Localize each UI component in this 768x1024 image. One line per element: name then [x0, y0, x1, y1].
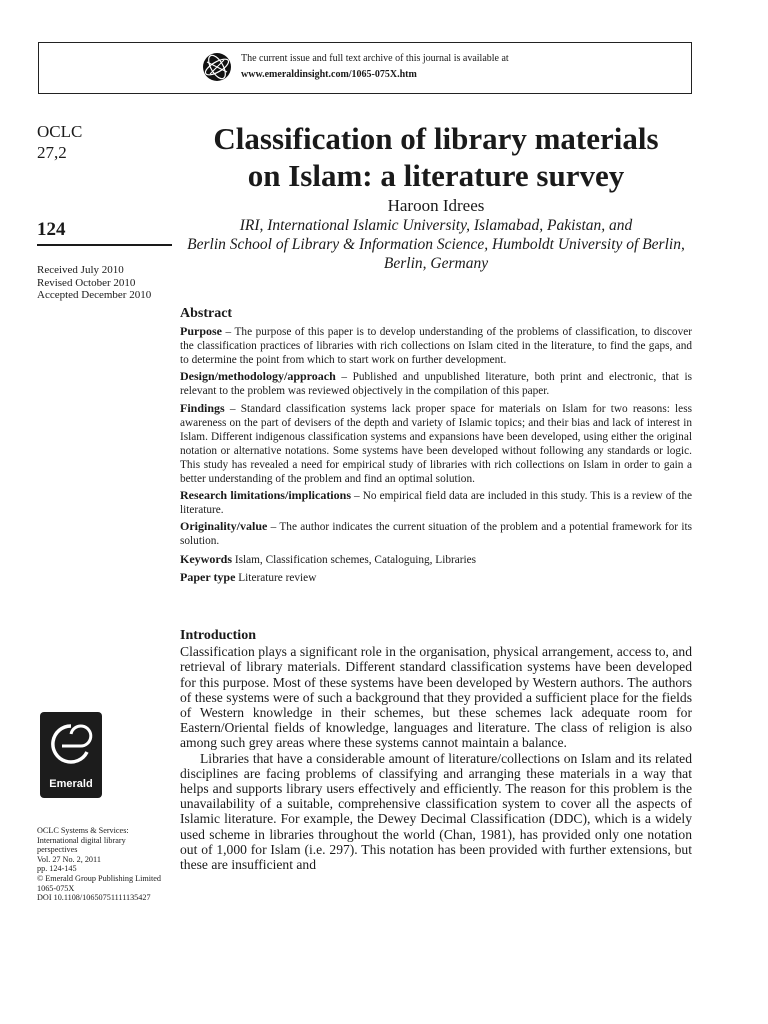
paragraph: Libraries that have a considerable amount of literature/collections on Islam and its related disciplines are facing problems of classifying and arranging these materials in a way that helps and supports library users effectively and efficiently. The reason for this problem is the unavailability of a suitable, comprehensive classification system to cover all the aspects of Islamic literature. For example, the Dewey Decimal Classification (DDC), which is a widely used scheme in libraries throughout the world (Chan, 1981), has provided only one notation out of 1,000 for Islam (i.e. 297). This notation has been provided with further extensions, but these are insufficient and: [180, 750, 692, 873]
submission-dates: [37, 264, 151, 302]
affiliation-line: Berlin, Germany: [383, 255, 489, 272]
purpose-text: – The purpose of this paper is to develop understanding of the problems of classification, to discover the classification practices of libraries with rich collections on Islam cited in the literature, to find the gaps, and to determine the point from which to start work on further development.: [180, 326, 692, 367]
pubinfo-line: © Emerald Group Publishing Limited: [37, 873, 162, 883]
article-title: [175, 120, 697, 194]
banner-url-link[interactable]: www.emeraldinsight.com/1065-075X.htm: [241, 69, 417, 80]
emerald-e-icon: [40, 712, 102, 778]
introduction-section: [180, 628, 692, 872]
research-label: Research limitations/implications: [180, 488, 351, 503]
abstract-keywords: [180, 552, 692, 567]
design-text: – Published and unpublished literature, both print and electronic, that is relevant to the problem was reviewed objectively in the compilation of this paper.: [180, 371, 692, 398]
paper-type-label: Paper type: [180, 569, 236, 584]
paragraph: Classification plays a significant role in the organisation, physical arrangement, access to, and retrieval of library materials. Different standard classification systems have been developed for this purpose. Most of these systems have been developed by Western authors. The authors of these systems were of such a background that they provided a sufficient place for the fields of Western knowledge in their schemes, but these schemes lack adequate room for Eastern/Oriental fields of knowledge, languages and literature. The class of religion is also among such grey areas where these systems cannot maintain a balance.: [180, 644, 692, 751]
originality-label: Originality/value: [180, 519, 268, 534]
purpose-label: Purpose: [180, 324, 222, 339]
findings-label: Findings: [180, 400, 225, 415]
pubinfo-line: pp. 124-145: [37, 864, 77, 874]
originality-text: – The author indicates the current situation of the problem and a potential framework for its solution.: [180, 521, 692, 548]
abstract-heading: Abstract: [180, 306, 233, 321]
divider: [37, 244, 172, 246]
abstract-paper-type: [180, 570, 692, 585]
affiliation-line: Berlin School of Library & Information Science, Humboldt University of Berlin,: [187, 236, 685, 253]
introduction-heading: Introduction: [180, 628, 256, 643]
affiliation-line: IRI, International Islamic University, Islamabad, Pakistan, and: [239, 217, 633, 234]
pubinfo-line: perspectives: [37, 845, 78, 855]
publication-info: [37, 826, 177, 903]
keywords-label: Keywords: [180, 551, 232, 566]
pubinfo-line: Vol. 27 No. 2, 2011: [37, 854, 101, 864]
abstract-section: [180, 307, 692, 587]
pubinfo-line: International digital library: [37, 835, 126, 845]
journal-archive-banner: [38, 42, 692, 94]
abstract-purpose: [180, 324, 692, 367]
logo-text: Emerald: [49, 778, 93, 790]
research-text: – No empirical field data are included in this study. This is a review of the literature.: [180, 490, 693, 517]
title-line: Classification of library materials: [213, 121, 659, 156]
doi-text: DOI 10.1108/10650751111135427: [37, 893, 151, 903]
paper-type-text: Literature review: [235, 571, 317, 584]
author-affiliation: [175, 216, 697, 273]
pubinfo-line: 1065-075X: [37, 883, 75, 893]
keywords-text: Islam, Classification schemes, Cataloguing, Libraries: [232, 553, 477, 566]
journal-label: [37, 121, 82, 163]
page-number: 124: [37, 219, 66, 240]
banner-text: The current issue and full text archive of this journal is available at: [241, 53, 509, 64]
author-name: Haroon Idrees: [387, 196, 485, 215]
received-date: Received July 2010: [37, 264, 124, 276]
findings-text: – Standard classification systems lack proper space for materials on Islam for two reasons: less awareness on the part of devisers of the depth and variety of Islamic topics; and their bias and lack of interest in Islam. Different indigenous classification systems and expansions have been developed, using either the original notation or alternative notations. Some systems have been developed without following any standards or logic. This study has revealed a need for empirical study of libraries with rich collections on Islam in order to gain a better understanding of the problem and find an optimal solution.: [180, 402, 692, 486]
journal-name: OCLC: [37, 122, 83, 141]
design-label: Design/methodology/approach: [180, 369, 336, 384]
emerald-logo: [40, 712, 102, 798]
accepted-date: Accepted December 2010: [37, 289, 152, 302]
abstract-design: [180, 369, 692, 398]
globe-icon: [202, 52, 232, 82]
title-line: on Islam: a literature survey: [247, 158, 625, 193]
revised-date: Revised October 2010: [37, 276, 136, 289]
abstract-originality: [180, 519, 692, 548]
pubinfo-line: OCLC Systems & Services:: [37, 826, 129, 835]
journal-volume: 27,2: [37, 143, 67, 162]
abstract-research: [180, 488, 692, 517]
abstract-findings: [180, 401, 692, 487]
